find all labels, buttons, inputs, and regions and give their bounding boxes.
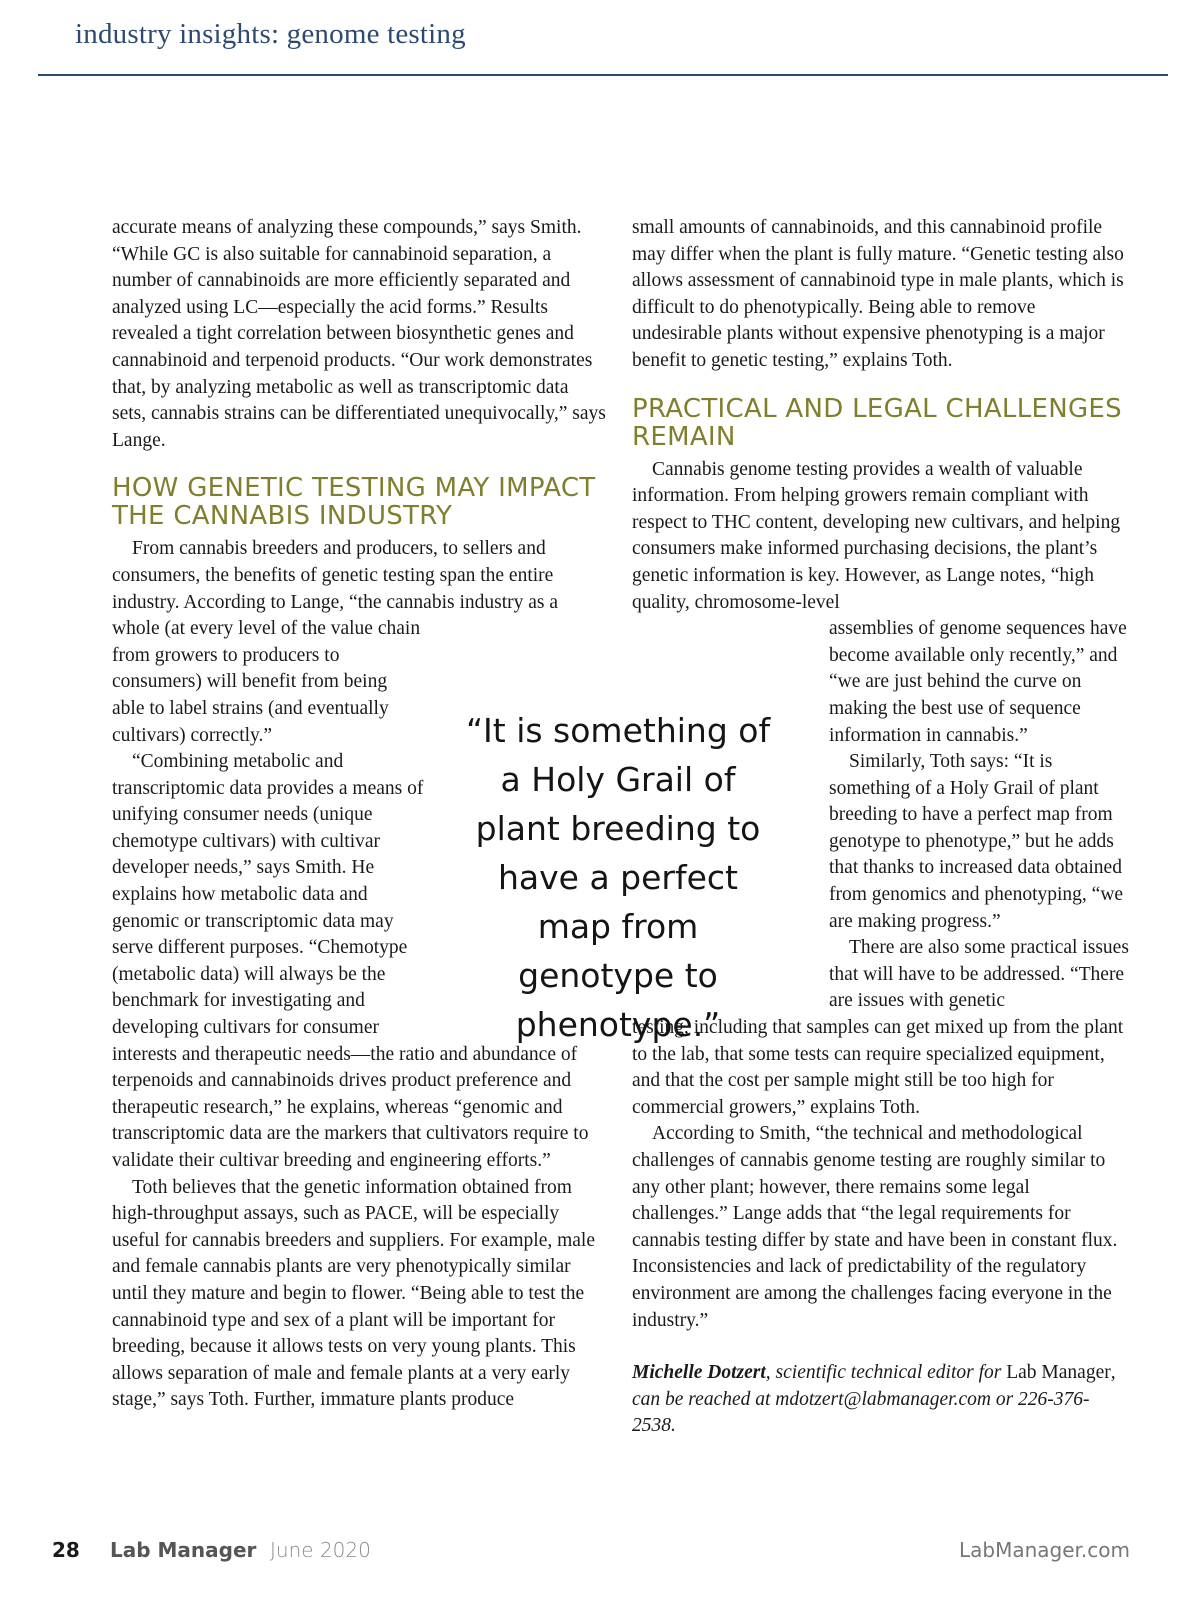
body-paragraph: testing, including that samples can get mixed up from the plant to the lab, that some tests can require specialized equipment, and that the cost per sample might still be too high for commercial growers,” explains Toth. (632, 1017, 1124, 1118)
body-paragraph: “Combining metabolic and transcriptomic data provides a means of unifying consumer needs (unique chemotype cultivars) with cultivar developer needs,” says Smith. He explains how metabolic data and genomic or transcriptomic data may serve different purposes. “Chemotype (metabolic data) will always be the benchmark for investigating and developing cultivars for consumer (112, 751, 424, 1039)
pull-quote: “It is something of a Holy Grail of plant breeding to have a perfect map from genotype to phenotype.” (465, 711, 771, 1044)
body-paragraph: Cannabis genome testing provides a wealth of valuable information. From helping growers remain compliant with respect to THC content, developing new cultivars, and helping consumers make informed purchasing decisions, the plant’s genetic information is key. However, as Lange notes, “high quality, chromosome-level (632, 458, 1121, 613)
section-heading: PRACTICAL AND LEGAL CHALLENGES REMAIN (632, 393, 1122, 452)
issue-date: June 2020 (270, 1538, 371, 1562)
body-paragraph: From cannabis breeders and producers, to sellers and consumers, the benefits of genetic testing span the entire industry. According to Lange, “the cannabis industry as a whole (at every level of the value chain (112, 538, 559, 640)
body-paragraph: According to Smith, “the technical and methodological challenges of cannabis genome testing are roughly similar to any other plant; however, there remains some legal challenges.” Lange adds that “the legal requirements for cannabis testing differ by state and have been in constant flux. Inconsistencies and lack of predictability of the regulatory environment are among the challenges facing everyone in the industry.” (632, 1123, 1118, 1331)
website-url: LabManager.com (959, 1538, 1130, 1562)
body-paragraph: small amounts of cannabinoids, and this cannabinoid profile may differ when the plant is fully mature. “Genetic testing also allows assessment of cannabinoid type in male plants, which is difficult to do phenotypically. Being able to remove undesirable plants without expensive phenotyping is a major benefit to genetic testing,” explains Toth. (632, 217, 1124, 371)
wrapped-text-block (829, 616, 1129, 1015)
header-divider (38, 74, 1168, 76)
body-paragraph: interests and therapeutic needs—the ratio and abundance of terpenoids and cannabinoids drives product preference and therapeutic research,” he explains, whereas “genomic and transcriptomic data are the markers that cultivators require to validate their cultivar breeding and engineering efforts.” (112, 1043, 589, 1171)
author-contact: , can be reached at mdotzert@labmanager.com or 226-376-2538. (632, 1362, 1116, 1437)
publication-name: Lab Manager (1006, 1362, 1111, 1384)
wrapped-text-block (112, 643, 424, 1042)
body-paragraph: Toth believes that the genetic information obtained from high-throughput assays, such as PACE, will be especially useful for cannabis breeders and suppliers. For example, male and female cannabis plants are very phenotypically similar until they mature and begin to flower. “Being able to test the cannabinoid type and sex of a plant will be important for breeding, because it allows tests on very young plants. This allows separation of male and female plants at a very early stage,” says Toth. Further, immature plants produce (112, 1176, 596, 1411)
publication-name: Lab Manager (110, 1538, 257, 1562)
body-paragraph: from growers to producers to consumers) will benefit from being able to label strains (and eventually cultivars) correctly.” (112, 644, 389, 746)
section-header: industry insights: genome testing (75, 18, 466, 50)
section-heading: HOW GENETIC TESTING MAY IMPACT THE CANNABIS INDUSTRY (112, 473, 596, 532)
body-paragraph: assemblies of genome sequences have become available only recently,” and “we are just behind the curve on making the best use of sequence information in cannabis.” (829, 618, 1127, 746)
author-role: , scientific technical editor for (765, 1362, 1007, 1384)
author-name: Michelle Dotzert (632, 1362, 766, 1384)
page-number: 28 (52, 1538, 80, 1562)
body-paragraph: accurate means of analyzing these compounds,” says Smith. “While GC is also suitable for cannabinoid separation, a number of cannabinoids are more efficiently separated and analyzed using LC—especially the acid forms.” Results revealed a tight correlation between biosynthetic genes and cannabinoid and terpenoid products. “Our work demonstrates that, by analyzing metabolic as well as transcriptomic data sets, cannabis strains can be differentiated unequivocally,” says Lange. (112, 217, 606, 451)
body-paragraph: Similarly, Toth says: “It is something of a Holy Grail of plant breeding to have a perfect map from genotype to phenotype,” but he adds that thanks to increased data obtained from genomics and phenotyping, “we are making progress.” (829, 751, 1124, 932)
body-paragraph: There are also some practical issues that will have to be addressed. “There are issues with genetic (829, 937, 1129, 1012)
author-byline (632, 1360, 1129, 1440)
